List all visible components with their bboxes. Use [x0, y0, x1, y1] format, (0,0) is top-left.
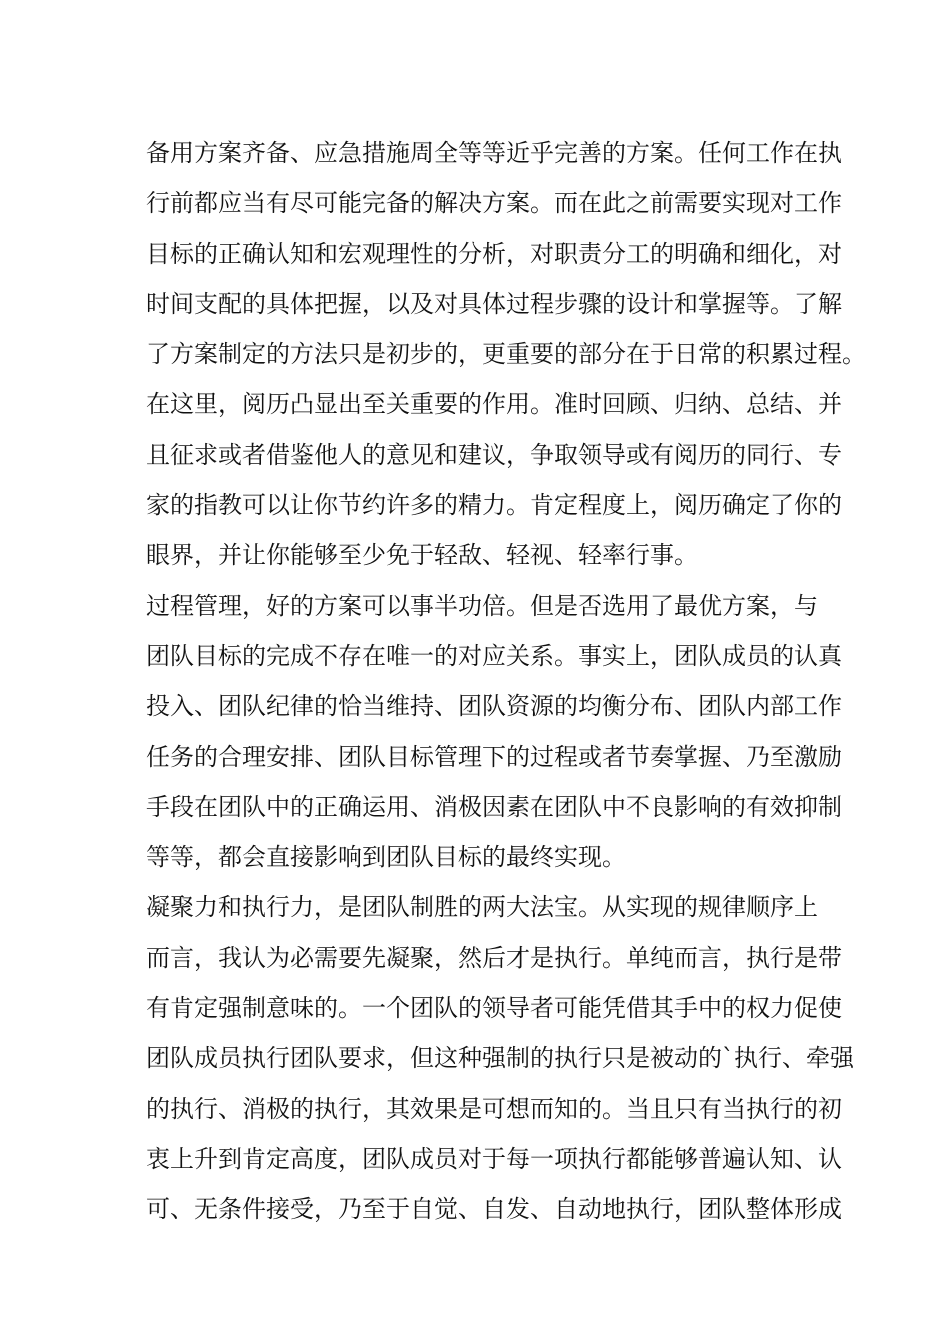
text-line: 时间支配的具体把握，以及对具体过程步骤的设计和掌握等。了解: [146, 289, 842, 318]
text-line: 眼界，并让你能够至少免于轻敌、轻视、轻率行事。: [146, 541, 698, 570]
text-line: 行前都应当有尽可能完备的解决方案。而在此之前需要实现对工作: [146, 189, 842, 218]
text-line: 有肯定强制意味的。一个团队的领导者可能凭借其手中的权力促使: [146, 994, 842, 1023]
text-line: 等等，都会直接影响到团队目标的最终实现。: [146, 843, 626, 872]
paragraph-start-line: 过程管理，好的方案可以事半功倍。但是否选用了最优方案，与: [146, 591, 818, 620]
text-line: 且征求或者借鉴他人的意见和建议，争取领导或有阅历的同行、专: [146, 440, 842, 469]
text-line: 而言，我认为必需要先凝聚，然后才是执行。单纯而言，执行是带: [146, 943, 842, 972]
text-line: 手段在团队中的正确运用、消极因素在团队中不良影响的有效抑制: [146, 792, 842, 821]
text-line: 团队目标的完成不存在唯一的对应关系。事实上，团队成员的认真: [146, 641, 842, 670]
text-line: 投入、团队纪律的恰当维持、团队资源的均衡分布、团队内部工作: [146, 692, 842, 721]
text-line: 团队成员执行团队要求，但这种强制的执行只是被动的`执行、牵强: [146, 1044, 854, 1073]
text-line: 在这里，阅历凸显出至关重要的作用。准时回顾、归纳、总结、并: [146, 390, 842, 419]
body-text: [146, 128, 866, 1235]
text-line: 的执行、消极的执行，其效果是可想而知的。当且只有当执行的初: [146, 1094, 842, 1123]
text-line: 可、无条件接受，乃至于自觉、自发、自动地执行，团队整体形成: [146, 1195, 842, 1224]
paragraph-start-line: 凝聚力和执行力，是团队制胜的两大法宝。从实现的规律顺序上: [146, 893, 818, 922]
text-line: 目标的正确认知和宏观理性的分析，对职责分工的明确和细化，对: [146, 239, 842, 268]
text-line: 备用方案齐备、应急措施周全等等近乎完善的方案。任何工作在执: [146, 139, 842, 167]
text-line: 衷上升到肯定高度，团队成员对于每一项执行都能够普遍认知、认: [146, 1144, 842, 1173]
text-line: 了方案制定的方法只是初步的，更重要的部分在于日常的积累过程。: [146, 340, 866, 369]
text-line: 家的指教可以让你节约许多的精力。肯定程度上，阅历确定了你的: [146, 491, 842, 520]
text-line: 任务的合理安排、团队目标管理下的过程或者节奏掌握、乃至激励: [146, 742, 842, 771]
